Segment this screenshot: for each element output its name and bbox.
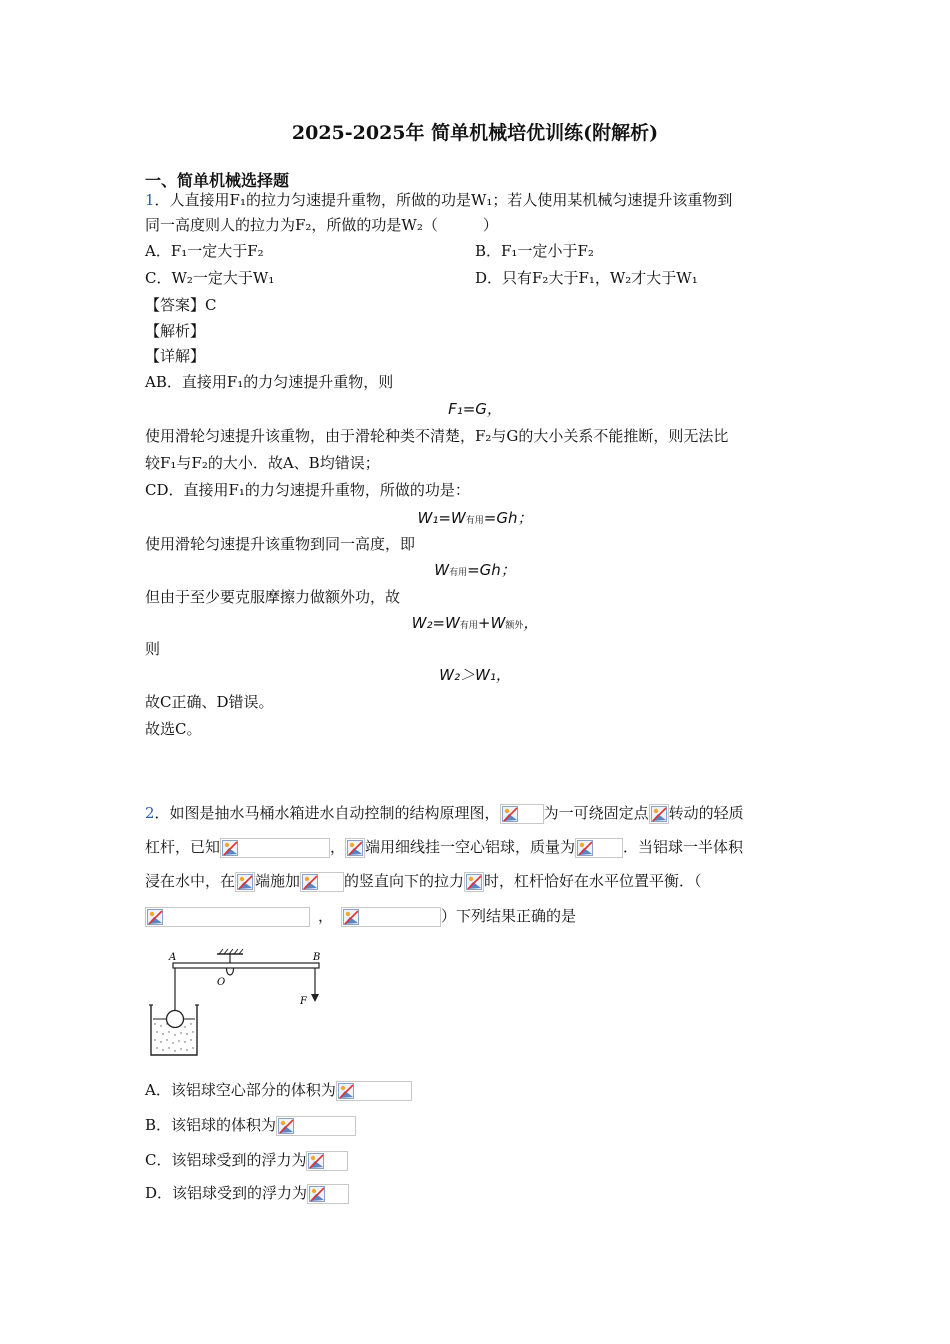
q2-option-c [145,1149,348,1171]
eq4-part: W₂=W [411,614,460,632]
q1-solution-7: 则 [145,640,161,658]
eq4-part: ， [523,614,539,632]
q2-number: 2 [145,804,155,822]
q1-line1 [145,189,732,210]
q1-option-b: B．F₁一定小于F₂ [475,242,594,260]
eq4-part: +W [477,614,506,632]
q2-text: 端施加 [255,872,301,890]
q2-text: ．如图是抽水马桶水箱进水自动控制的结构原理图， [154,804,500,822]
eq2-part: W₁=W [417,509,466,527]
q2-line1 [145,802,744,824]
lever-diagram [145,948,335,1063]
eq3-part: =Gh； [467,561,516,579]
q2-line4 [145,905,576,927]
label-b: B [313,952,321,963]
q2-text: 为一可绕固定点 [543,804,649,822]
q2-text: ）下列结果正确的是 [441,907,577,925]
q1-solution-4: CD．直接用F₁的力匀速提升重物，所做的功是： [145,481,470,499]
q1-stem-1: ．人直接用F₁的拉力匀速提升重物，所做的功是W₁；若人使用某机械匀速提升该重物到 [154,191,733,209]
broken-image-icon [220,838,330,858]
q2-text: ， [330,838,346,856]
label-a: A [169,952,177,963]
page-title: 2025-2025年 简单机械培优训练(附解析) [291,122,659,144]
eq3-sub: 有用 [449,568,468,578]
q2-text: 浸在水中，在 [145,872,236,890]
q1-solution-6: 但由于至少要克服摩擦力做额外功，故 [145,588,401,606]
q1-option-a: A．F₁一定大于F₂ [145,242,264,260]
broken-image-icon [276,1116,356,1136]
broken-image-icon [235,872,255,892]
q2-text: 转动的轻质 [668,804,744,822]
q2-line3 [145,870,702,892]
eq3-part: W [434,561,450,579]
broken-image-icon [345,838,365,858]
broken-image-icon [341,907,441,927]
eq2-part: =Gh； [483,509,533,527]
q2-option-c-text: C．该铝球受到的浮力为 [145,1151,307,1169]
broken-image-icon [500,804,544,824]
q1-solution-1: AB．直接用F₁的力匀速提升重物，则 [145,373,394,391]
q1-stem-2: 同一高度则人的拉力为F₂，所做的功是W₂（ ） [145,216,498,234]
broken-image-icon [307,1184,349,1204]
q2-option-a-text: A．该铝球空心部分的体积为 [145,1081,336,1099]
q1-number: 1 [145,191,155,209]
q1-option-c: C．W₂一定大于W₁ [145,269,275,287]
q2-option-b-text: B．该铝球的体积为 [145,1116,277,1134]
q2-text: 杠杆，已知 [145,838,221,856]
q1-equation-2 [0,507,950,528]
q2-text: ．当铝球一半体积 [623,838,744,856]
q2-text: 时，杠杆恰好在水平位置平衡．（ [484,872,702,890]
q1-solution-5: 使用滑轮匀速提升该重物到同一高度，即 [145,535,416,553]
q1-analysis-label: 【解析】 [145,322,206,340]
q1-option-d: D．只有F₂大于F₁，W₂才大于W₁ [475,269,698,287]
q1-detail-label: 【详解】 [145,347,206,365]
label-o: O [217,977,226,988]
eq4-sub: 有用 [459,621,478,631]
q2-text: 的竖直向下的拉力 [344,872,465,890]
section-heading: 一、简单机械选择题 [145,171,290,190]
q2-text: 端用细线挂一空心铝球，质量为 [365,838,576,856]
q1-equation-4 [0,612,950,633]
eq2-sub: 有用 [465,516,484,526]
q2-text: ， [318,907,334,925]
q1-equation-5: W₂＞W₁， [439,666,511,684]
q1-equation-1: F₁=G， [448,400,502,418]
broken-image-icon [145,907,310,927]
q2-line2 [145,836,743,858]
q1-solution-8: 故C正确、D错误。 [145,693,274,711]
q1-equation-3 [0,559,950,580]
broken-image-icon [649,804,669,824]
q1-solution-9: 故选C。 [145,720,202,738]
broken-image-icon [300,872,344,892]
q2-option-d [145,1182,349,1204]
eq4-sub: 额外 [505,621,524,631]
broken-image-icon [575,838,623,858]
broken-image-icon [306,1151,348,1171]
q2-option-d-text: D．该铝球受到的浮力为 [145,1184,308,1202]
broken-image-icon [464,872,484,892]
q2-option-a [145,1079,412,1101]
broken-image-icon [336,1081,412,1101]
q2-option-b [145,1114,356,1136]
q1-solution-3: 较F₁与F₂的大小．故A、B均错误； [145,454,380,472]
q1-solution-2: 使用滑轮匀速提升该重物，由于滑轮种类不清楚，F₂与G的大小关系不能推断，则无法比 [145,427,729,445]
label-f: F [300,996,307,1007]
q1-answer: 【答案】C [145,296,217,314]
